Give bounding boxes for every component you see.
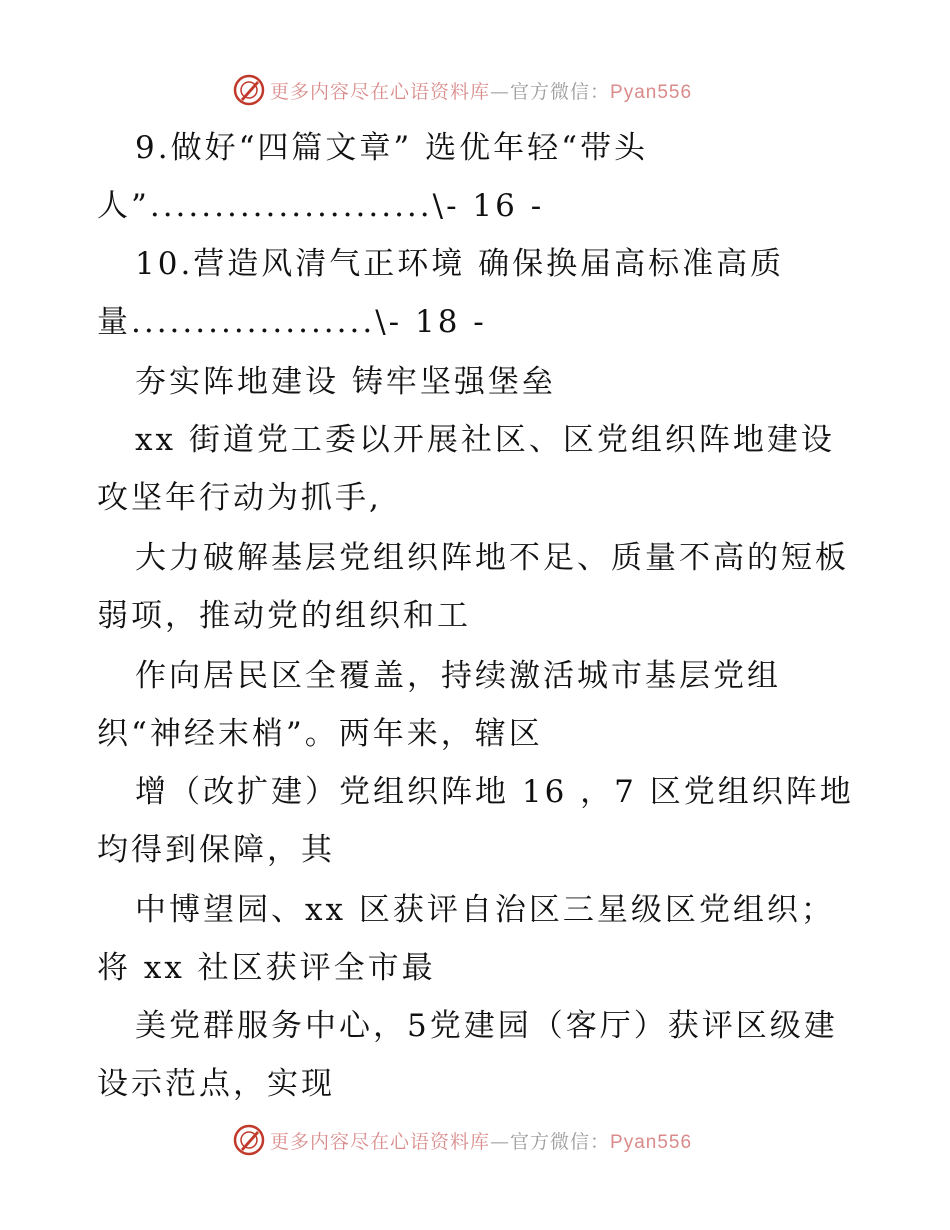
text-line: xx 街道党工委以开展社区、区党组织阵地建设 [135, 422, 835, 458]
banner-main-text: 更多内容尽在心语资料库 [270, 1130, 491, 1153]
banner-wechat-id: Pyan556 [610, 1131, 693, 1153]
banner-separator: — [490, 1130, 511, 1153]
brand-logo-icon [232, 1123, 266, 1157]
banner-main-text: 更多内容尽在心语资料库 [270, 80, 491, 103]
banner-separator: — [490, 80, 511, 103]
text-line: 设示范点，实现 [97, 1066, 335, 1102]
text-line: 将 xx 社区获评全市最 [97, 950, 436, 986]
text-line: 增（改扩建）党组织阵地 16 ，7 区党组织阵地 [135, 774, 854, 810]
text-line: 10.营造风清气正环境 确保换届高标准高质 [135, 246, 785, 282]
text-line: 大力破解基层党组织阵地不足、质量不高的短板 [135, 540, 849, 576]
text-line: 作向居民区全覆盖，持续激活城市基层党组 [135, 658, 781, 694]
text-line: 9.做好“四篇文章” 选优年轻“带头 [135, 130, 648, 166]
text-line: 均得到保障，其 [97, 832, 335, 868]
text-line: 人”......................\- 16 - [97, 188, 545, 224]
text-line: 攻坚年行动为抓手, [97, 480, 382, 516]
banner-label: 官方微信： [510, 1130, 611, 1153]
banner-wechat-id: Pyan556 [610, 81, 693, 103]
text-line: 织“神经末梢”。两年来，辖区 [97, 716, 543, 752]
text-line: 中博望园、xx 区获评自治区三星级区党组织； [135, 892, 835, 928]
banner-label: 官方微信： [510, 80, 611, 103]
footer-banner [232, 1120, 712, 1160]
text-line: 弱项，推动党的组织和工 [97, 598, 471, 634]
section-heading: 夯实阵地建设 铸牢坚强堡垒 [135, 364, 556, 400]
text-line: 美党群服务中心，5党建园（客厅）获评区级建 [135, 1008, 838, 1044]
text-line: 量...................\- 18 - [97, 304, 487, 340]
